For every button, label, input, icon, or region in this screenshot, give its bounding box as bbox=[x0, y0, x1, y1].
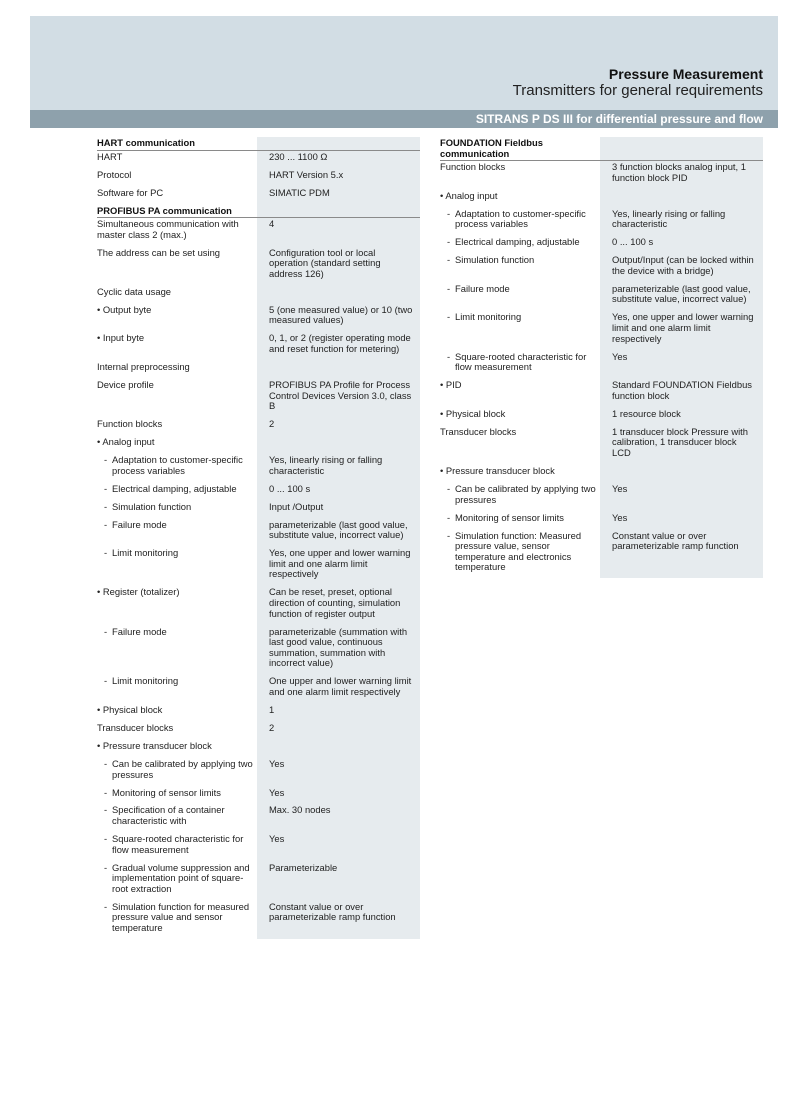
spec-label: Pressure transducer block bbox=[445, 464, 555, 476]
dash-marker: - bbox=[104, 900, 108, 912]
bullet-marker: • bbox=[440, 189, 446, 201]
spec-label: Can be calibrated by applying two pressures bbox=[112, 757, 253, 780]
spec-row bbox=[97, 169, 420, 187]
spec-row bbox=[97, 286, 420, 304]
dash-marker: - bbox=[447, 350, 451, 362]
spec-label: Pressure transducer block bbox=[102, 739, 212, 751]
product-bar-text: SITRANS P DS III for differential pressure and flow bbox=[475, 112, 763, 126]
spec-value: parameterizable (last good value, substitute value, incorrect value) bbox=[612, 282, 751, 305]
spec-row bbox=[440, 351, 763, 380]
spec-value: Yes bbox=[612, 482, 628, 494]
dash-marker: - bbox=[447, 282, 451, 294]
spec-row bbox=[440, 311, 763, 350]
spec-value: 230 ... 1100 Ω bbox=[269, 150, 328, 162]
dash-marker: - bbox=[104, 861, 108, 873]
spec-label: Analog input bbox=[445, 189, 498, 201]
dash-marker: - bbox=[104, 454, 108, 466]
spec-label: HART bbox=[97, 150, 123, 162]
spec-row bbox=[440, 236, 763, 254]
spec-row bbox=[440, 408, 763, 426]
spec-label: Limit monitoring bbox=[112, 547, 179, 559]
spec-row bbox=[97, 626, 420, 676]
spec-row bbox=[97, 704, 420, 722]
spec-label: Function blocks bbox=[440, 161, 506, 173]
spec-value: Yes, one upper and lower warning limit and one alarm limit respectively bbox=[269, 547, 411, 580]
spec-label: The address can be set using bbox=[97, 246, 220, 258]
spec-label: Output byte bbox=[102, 303, 152, 315]
spec-row bbox=[440, 530, 763, 578]
bullet-marker: • bbox=[97, 436, 103, 448]
section-title: HART communication bbox=[97, 137, 195, 148]
dash-marker: - bbox=[104, 500, 108, 512]
spec-label: Device profile bbox=[97, 379, 154, 391]
spec-label: Adaptation to customer-specific process variables bbox=[112, 454, 243, 476]
spec-row bbox=[97, 379, 420, 418]
dash-marker: - bbox=[447, 254, 451, 266]
spec-label: Transducer blocks bbox=[440, 425, 517, 437]
spec-value: Yes bbox=[269, 786, 285, 798]
spec-label: Specification of a container characteristic with bbox=[112, 804, 225, 827]
spec-label: Software for PC bbox=[97, 186, 164, 198]
spec-label: Physical block bbox=[102, 703, 163, 715]
spec-label: Simultaneous communication with master class 2 (max.) bbox=[97, 218, 239, 240]
spec-row bbox=[97, 187, 420, 205]
spec-row bbox=[97, 740, 420, 758]
spec-value: Standard FOUNDATION Fieldbus function block bbox=[612, 379, 752, 401]
spec-row bbox=[97, 247, 420, 286]
spec-row bbox=[97, 675, 420, 704]
spec-value: One upper and lower warning limit and one alarm limit respectively bbox=[269, 675, 412, 697]
right-spec-table bbox=[440, 137, 763, 578]
spec-row bbox=[97, 150, 420, 168]
dash-marker: - bbox=[104, 833, 108, 845]
spec-row bbox=[97, 304, 420, 333]
spec-row bbox=[440, 254, 763, 283]
spec-label: Register (totalizer) bbox=[102, 586, 180, 598]
spec-value: Parameterizable bbox=[269, 861, 338, 873]
spec-label: Gradual volume suppression and implementation point of square-root extraction bbox=[112, 861, 250, 894]
spec-label: PID bbox=[445, 379, 462, 391]
spec-value: SIMATIC PDM bbox=[269, 186, 330, 198]
spec-value: 4 bbox=[269, 218, 275, 230]
spec-value: Yes bbox=[612, 511, 628, 523]
spec-value: Yes, linearly rising or falling characteristic bbox=[612, 207, 726, 230]
spec-value: 1 transducer block Pressure with calibration, 1 transducer block LCD bbox=[612, 425, 748, 458]
spec-value: 3 function blocks analog input, 1 function block PID bbox=[612, 161, 746, 183]
spec-label: Square-rooted characteristic for flow measurement bbox=[112, 833, 244, 855]
spec-row bbox=[440, 190, 763, 208]
dash-marker: - bbox=[104, 786, 108, 798]
spec-label: Analog input bbox=[102, 436, 155, 448]
spec-label: Function blocks bbox=[97, 418, 163, 430]
dash-marker: - bbox=[447, 207, 451, 219]
spec-row bbox=[440, 208, 763, 237]
spec-label: Failure mode bbox=[112, 625, 167, 637]
section-header bbox=[97, 205, 420, 218]
spec-row bbox=[440, 465, 763, 483]
dash-marker: - bbox=[104, 625, 108, 637]
page-title: Pressure Measurement bbox=[608, 66, 763, 82]
spec-row bbox=[97, 501, 420, 519]
section-title: FOUNDATION Fieldbus communication bbox=[440, 137, 543, 159]
spec-row bbox=[97, 332, 420, 361]
spec-value: Max. 30 nodes bbox=[269, 804, 331, 816]
product-bar bbox=[30, 110, 778, 128]
spec-value: Can be reset, preset, optional direction of counting, simulation function of register output bbox=[269, 586, 401, 619]
spec-label: Limit monitoring bbox=[455, 311, 522, 323]
spec-row bbox=[440, 512, 763, 530]
spec-row bbox=[97, 787, 420, 805]
spec-row bbox=[97, 454, 420, 483]
dash-marker: - bbox=[104, 757, 108, 769]
spec-row bbox=[97, 722, 420, 740]
spec-row bbox=[97, 804, 420, 833]
spec-row bbox=[97, 862, 420, 901]
dash-marker: - bbox=[104, 547, 108, 559]
spec-label: Cyclic data usage bbox=[97, 285, 171, 297]
dash-marker: - bbox=[104, 518, 108, 530]
spec-value: Yes bbox=[269, 833, 285, 845]
spec-row bbox=[97, 519, 420, 548]
spec-value: Configuration tool or local operation (standard setting address 126) bbox=[269, 246, 381, 279]
spec-label: Internal preprocessing bbox=[97, 361, 190, 373]
dash-marker: - bbox=[447, 311, 451, 323]
bullet-marker: • bbox=[440, 464, 446, 476]
spec-value: 0, 1, or 2 (register operating mode and reset function for metering) bbox=[269, 332, 411, 355]
spec-value: Output/Input (can be locked within the device with a bridge) bbox=[612, 254, 754, 276]
spec-value: Yes, one upper and lower warning limit and one alarm limit respectively bbox=[612, 311, 754, 344]
spec-value: 2 bbox=[269, 721, 275, 733]
dash-marker: - bbox=[104, 804, 108, 816]
spec-row bbox=[97, 833, 420, 862]
spec-row bbox=[97, 586, 420, 625]
dash-marker: - bbox=[447, 482, 451, 494]
spec-label: Monitoring of sensor limits bbox=[112, 786, 221, 798]
spec-label: Simulation function for measured pressure value and sensor temperature bbox=[112, 900, 250, 933]
spec-value: Constant value or over parameterizable ramp function bbox=[269, 900, 396, 923]
spec-row bbox=[440, 161, 763, 190]
spec-label: Simulation function bbox=[455, 254, 535, 266]
spec-row bbox=[97, 901, 420, 939]
spec-row bbox=[97, 547, 420, 586]
spec-row bbox=[440, 379, 763, 408]
section-header bbox=[97, 137, 420, 150]
spec-value: 2 bbox=[269, 418, 275, 430]
dash-marker: - bbox=[104, 482, 108, 494]
bullet-marker: • bbox=[97, 586, 103, 598]
page-subtitle: Transmitters for general requirements bbox=[512, 82, 763, 99]
spec-value: Yes bbox=[269, 757, 285, 769]
spec-label: Simulation function bbox=[112, 500, 192, 512]
section-title: PROFIBUS PA communication bbox=[97, 204, 232, 216]
spec-label: Physical block bbox=[445, 407, 506, 419]
dash-marker: - bbox=[447, 511, 451, 523]
spec-label: Input byte bbox=[102, 332, 145, 344]
spec-value: 1 bbox=[269, 703, 275, 715]
spec-label: Failure mode bbox=[112, 518, 167, 530]
bullet-marker: • bbox=[97, 303, 103, 315]
spec-value: Input /Output bbox=[269, 500, 324, 512]
spec-label: Limit monitoring bbox=[112, 675, 179, 687]
spec-value: Yes, linearly rising or falling characteristic bbox=[269, 454, 383, 476]
spec-row bbox=[97, 218, 420, 247]
spec-row bbox=[97, 418, 420, 436]
dash-marker: - bbox=[447, 529, 451, 541]
dash-marker: - bbox=[447, 236, 451, 248]
spec-label: Electrical damping, adjustable bbox=[455, 236, 580, 248]
spec-label: Transducer blocks bbox=[97, 721, 174, 733]
spec-label: Simulation function: Measured pressure value, sensor temperature and electronics temperature bbox=[455, 529, 582, 573]
dash-marker: - bbox=[104, 675, 108, 687]
section-header bbox=[440, 137, 763, 161]
spec-value: Constant value or over parameterizable ramp function bbox=[612, 529, 739, 552]
spec-value: 1 resource block bbox=[612, 407, 681, 419]
spec-value: Yes bbox=[612, 350, 628, 362]
spec-value: parameterizable (last good value, substitute value, incorrect value) bbox=[269, 518, 408, 541]
spec-value: 0 ... 100 s bbox=[612, 236, 654, 248]
spec-row bbox=[440, 483, 763, 512]
spec-label: Adaptation to customer-specific process variables bbox=[455, 207, 586, 230]
spec-value: parameterizable (summation with last good value, continuous summation, summation with incorrect value) bbox=[269, 625, 408, 669]
spec-row bbox=[97, 758, 420, 787]
spec-label: Square-rooted characteristic for flow measurement bbox=[455, 350, 587, 373]
spec-row bbox=[97, 436, 420, 454]
spec-label: Monitoring of sensor limits bbox=[455, 511, 564, 523]
spec-value: 0 ... 100 s bbox=[269, 482, 311, 494]
spec-row bbox=[97, 361, 420, 379]
spec-value: 5 (one measured value) or 10 (two measured values) bbox=[269, 303, 413, 326]
left-spec-table bbox=[97, 137, 420, 939]
bullet-marker: • bbox=[440, 407, 446, 419]
bullet-marker: • bbox=[440, 379, 446, 391]
bullet-marker: • bbox=[97, 332, 103, 344]
spec-value: HART Version 5.x bbox=[269, 168, 344, 180]
spec-label: Failure mode bbox=[455, 282, 510, 294]
spec-row bbox=[440, 426, 763, 465]
spec-label: Electrical damping, adjustable bbox=[112, 482, 237, 494]
bullet-marker: • bbox=[97, 703, 103, 715]
spec-label: Can be calibrated by applying two pressures bbox=[455, 482, 596, 505]
spec-value: PROFIBUS PA Profile for Process Control Devices Version 3.0, class B bbox=[269, 379, 412, 412]
spec-row bbox=[440, 283, 763, 312]
spec-row bbox=[97, 483, 420, 501]
bullet-marker: • bbox=[97, 739, 103, 751]
spec-label: Protocol bbox=[97, 168, 132, 180]
